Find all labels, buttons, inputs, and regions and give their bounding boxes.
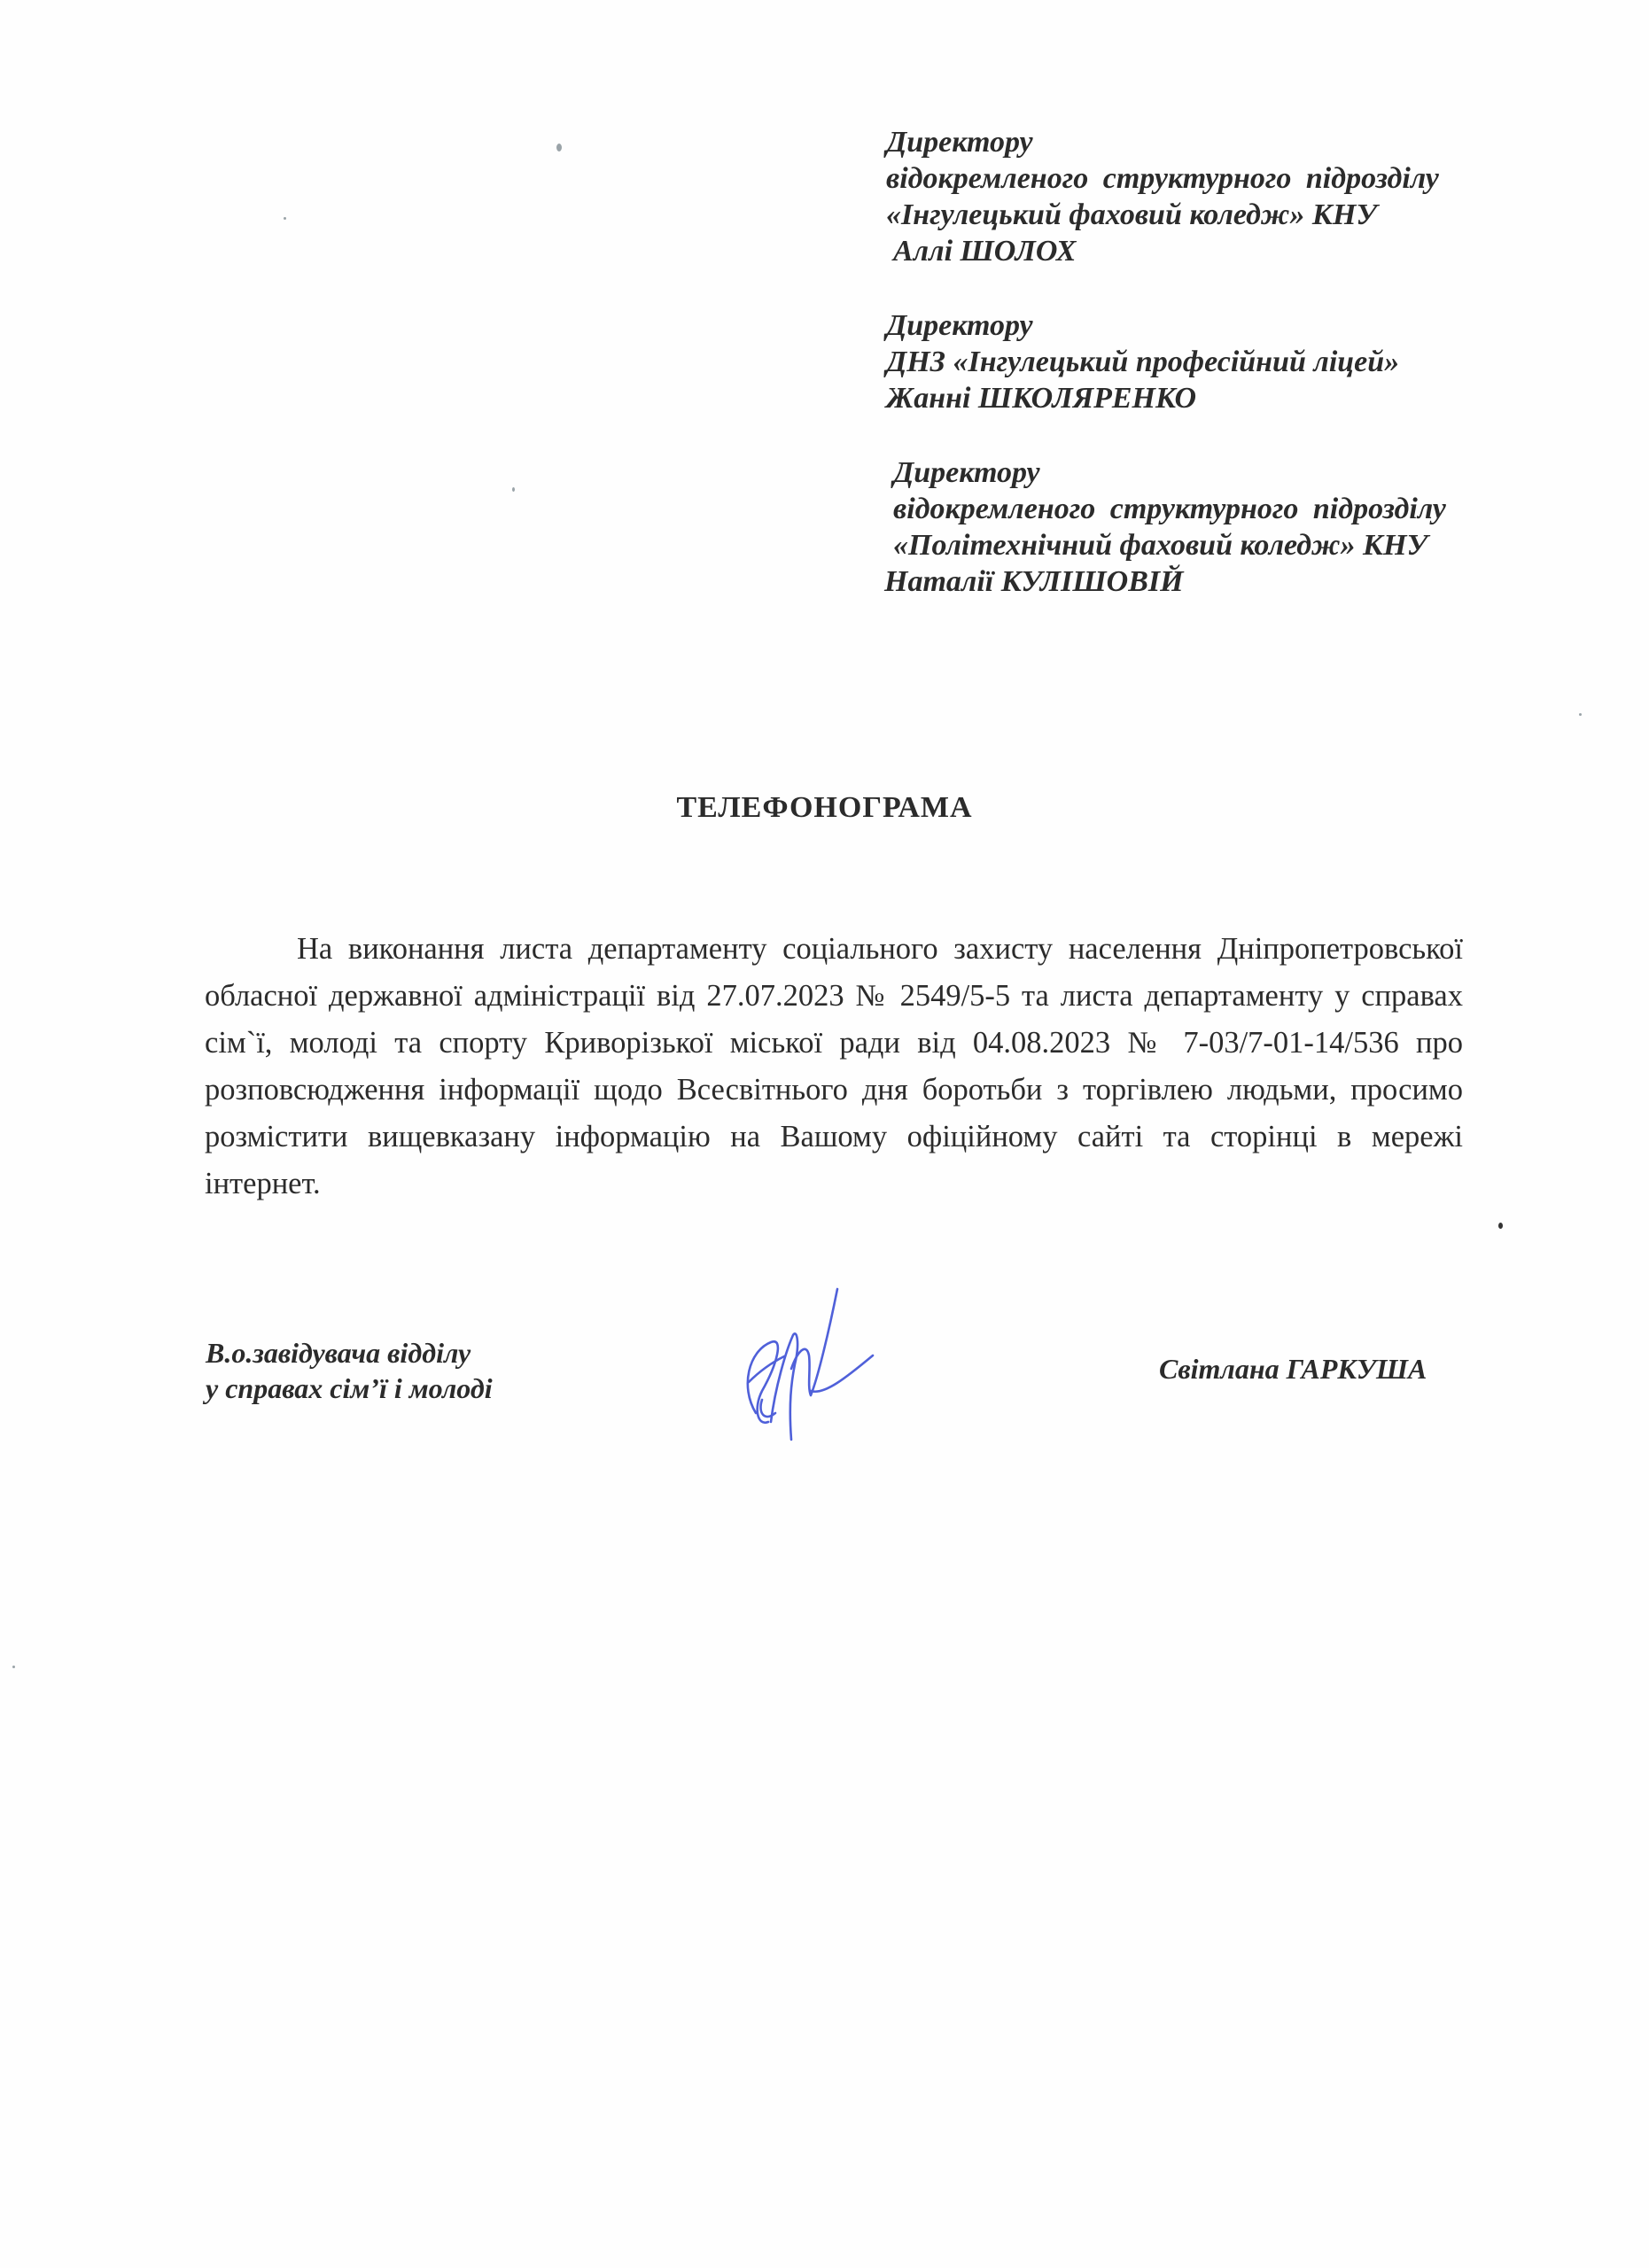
signatory-title-line: у справах сім’ї і молоді (206, 1372, 493, 1404)
scan-speck (556, 144, 562, 151)
scan-speck (284, 217, 286, 220)
signatory-title-line: В.о.завідувача відділу (206, 1337, 471, 1369)
addressee-block (886, 307, 1560, 416)
scan-speck (1579, 713, 1582, 716)
scan-speck (1498, 1223, 1503, 1229)
addressee-block (884, 454, 1560, 600)
addressee-position: Директору (893, 456, 1040, 489)
addressee-list (886, 124, 1560, 638)
addressee-name: Аллі ШОЛОХ (893, 235, 1077, 268)
addressee-position: Директору (886, 309, 1033, 342)
addressee-org-line: відокремленого структурного підрозділу (893, 493, 1446, 525)
addressee-name: Наталії КУЛІШОВІЙ (884, 565, 1184, 598)
addressee-org-line: «Інгулецький фаховий коледж» КНУ (886, 198, 1378, 231)
addressee-block (886, 124, 1560, 269)
document-title: ТЕЛЕФОНОГРАМА (676, 791, 973, 824)
signatory-title (206, 1335, 493, 1406)
scan-speck (12, 1666, 15, 1668)
document-body: На виконання листа департаменту соціального захисту населення Дніпропетровської обласної державної адміністрації від 27.07.2023 № 2549/5-5 та листа департаменту у справах сім`ї, молоді та спорту Криворізької міської ради від 04.08.2023 № 7-03/7-01-14/536 про розповсюдження інформації щодо Всесвітнього дня боротьби з торгівлею людьми, просимо розмістити вищевказану інформацію на Вашому офіційному сайті та сторінці в мережі інтернет. (205, 931, 1463, 1200)
addressee-org-line: «Політехнічний фаховий коледж» КНУ (893, 529, 1428, 562)
addressee-org-line: відокремленого структурного підрозділу (886, 162, 1439, 195)
addressee-position: Директору (886, 126, 1033, 159)
addressee-org-line: ДНЗ «Інгулецький професійний ліцей» (886, 346, 1400, 378)
scan-speck (512, 487, 515, 492)
handwritten-signature (722, 1280, 882, 1449)
signatory-name: Світлана ГАРКУША (1159, 1353, 1427, 1385)
addressee-name: Жанні ШКОЛЯРЕНКО (886, 382, 1197, 415)
